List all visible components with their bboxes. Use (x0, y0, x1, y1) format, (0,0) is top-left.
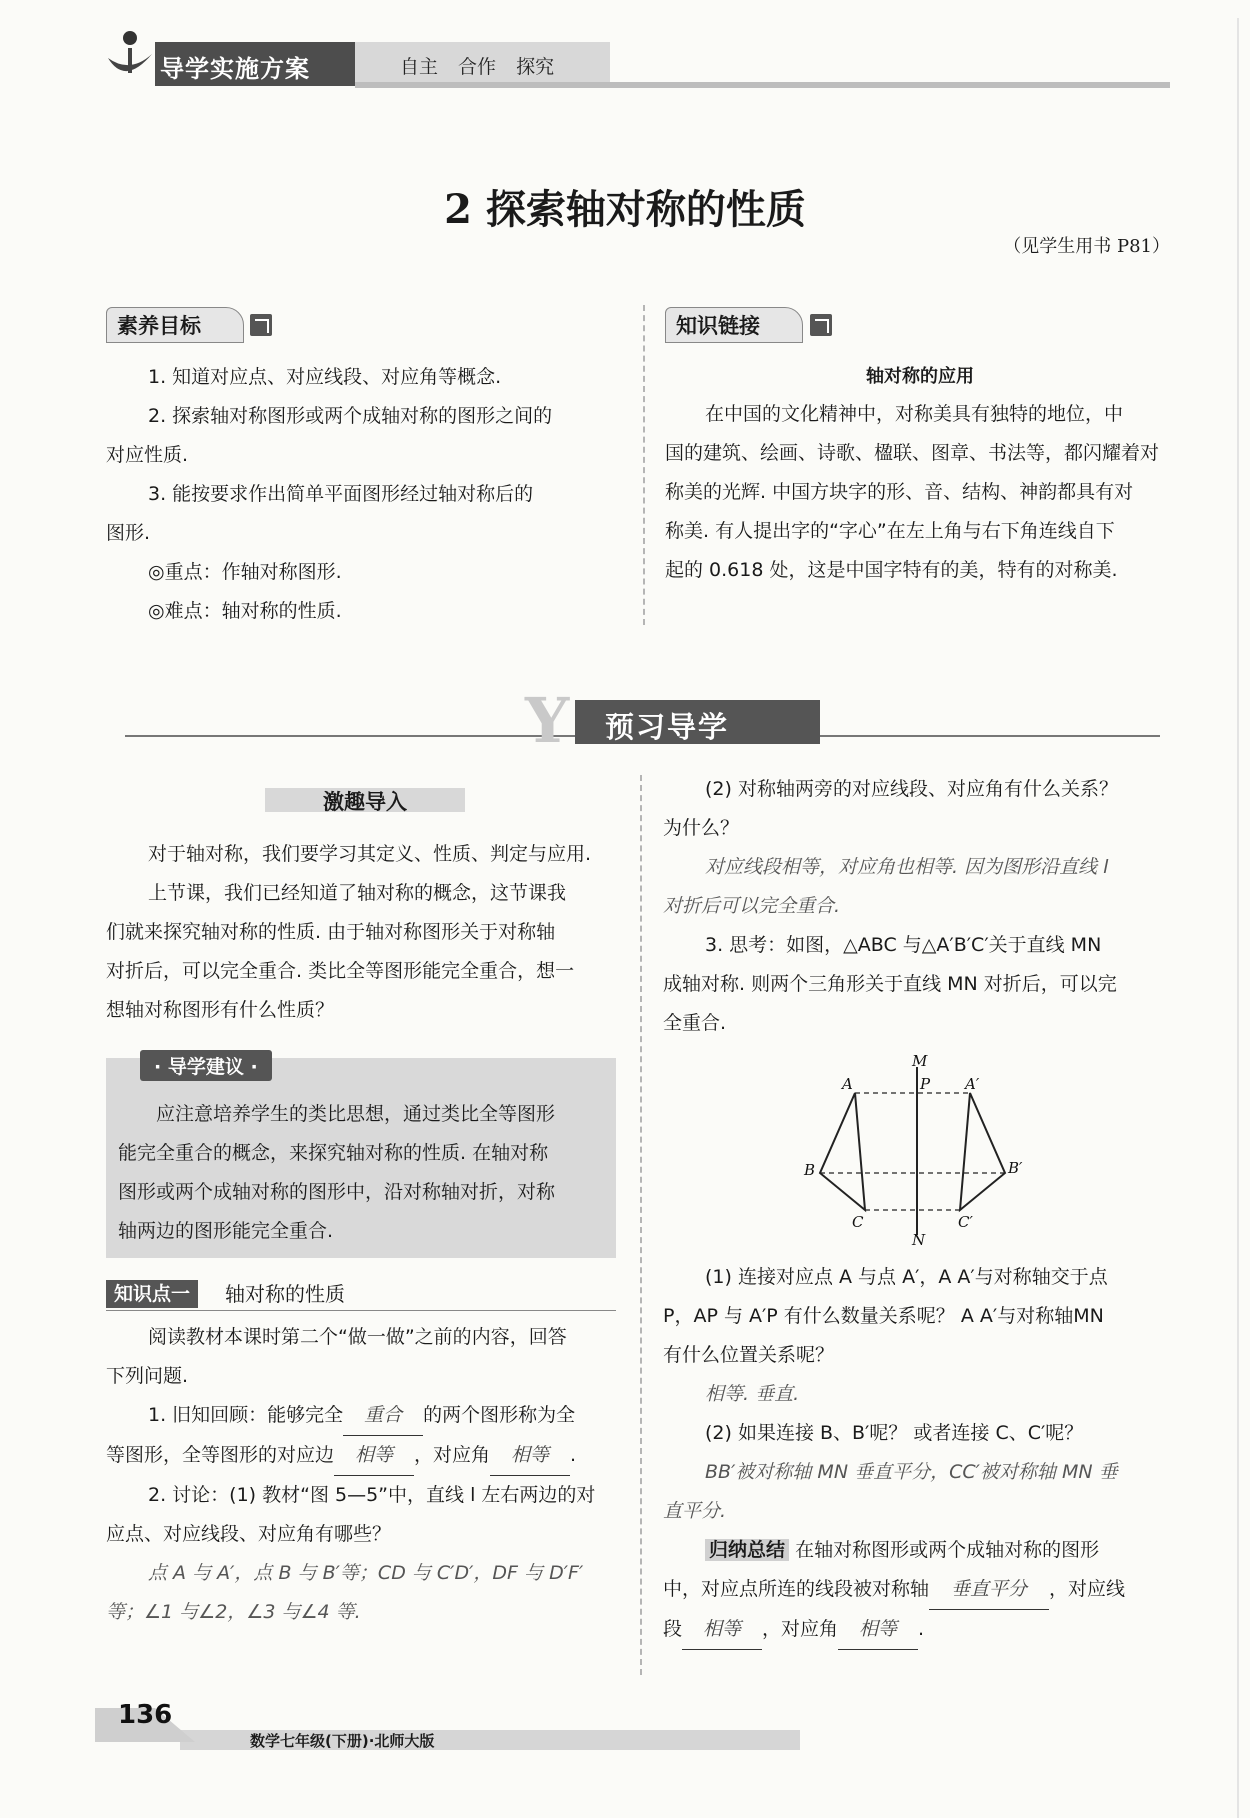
answer-blank: 重合 (343, 1396, 423, 1436)
summary-line: 归纳总结 在轴对称图形或两个成轴对称的图形 (663, 1531, 1183, 1570)
link-line: 国的建筑、绘画、诗歌、楹联、图章、书法等，都闪耀着对 (665, 442, 1160, 464)
answer-blank: 相等 (334, 1436, 414, 1476)
label-p: P (920, 1075, 931, 1093)
question-2b-cont: 为什么？ (663, 817, 740, 839)
question-1: 1. 旧知回顾：能够完全 重合 的两个图形称为全 (106, 1396, 626, 1436)
header-rule (355, 82, 1170, 88)
answer-blank: 垂直平分 (929, 1570, 1049, 1610)
symmetry-figure (800, 1055, 1050, 1245)
answer-text: 直平分. (663, 1500, 727, 1522)
difficult-point: ◎难点：轴对称的性质. (148, 600, 342, 622)
link-subtitle: 轴对称的应用 (866, 366, 974, 387)
triangle-a2b2c2 (960, 1093, 1005, 1210)
answer-text: 等；∠1 与∠2，∠3 与∠4 等. (106, 1601, 361, 1623)
answer-text: 相等. 垂直. (705, 1383, 800, 1405)
answer-blank: 相等 (838, 1610, 918, 1650)
summary-line: 段 相等 ，对应角 相等 . (663, 1610, 1183, 1650)
goal-line: 3. 能按要求作出简单平面图形经过轴对称后的 (148, 483, 534, 505)
column-divider (643, 305, 645, 625)
page-number: 136 (118, 1700, 173, 1730)
read-line: 阅读教材本课时第二个“做一做”之前的内容，回答 (148, 1326, 567, 1348)
column-divider (640, 775, 642, 1675)
label-b: B (804, 1161, 816, 1179)
answer-text: BB′被对称轴 MN 垂直平分，CC′被对称轴 MN 垂 (705, 1461, 1118, 1483)
link-tab: 知识链接 (665, 307, 803, 343)
answer-text: 对应线段相等，对应角也相等. 因为图形沿直线 l (705, 856, 1109, 878)
knowledge-text (106, 1318, 626, 1632)
answer-blank: 相等 (490, 1436, 570, 1476)
answer-text: 对折后可以完全重合. (663, 895, 841, 917)
label-a-prime: A′ (965, 1075, 980, 1093)
book-title: 数学七年级(下册)·北师大版 (250, 1732, 435, 1750)
summary-line: 中，对应点所连的线段被对称轴 垂直平分 ，对应线 (663, 1570, 1183, 1610)
goal-line: 图形. (106, 522, 151, 544)
label-n: N (912, 1231, 926, 1245)
guide-line: 图形或两个成轴对称的图形中，沿对称轴对折，对称 (118, 1181, 556, 1203)
preview-title: 预习导学 (605, 710, 730, 744)
goal-line: 2. 探索轴对称图形或两个成轴对称的图形之间的 (148, 405, 553, 427)
right-text-top (663, 770, 1183, 1043)
question-2-cont: 应点、对应线段、对应角有哪些？ (106, 1523, 392, 1545)
goals-tab: 素养目标 (106, 307, 244, 343)
guide-tag: · 导学建议 · (140, 1050, 272, 1081)
intro-line: 们就来探究轴对称的性质. 由于轴对称图形关于对称轴 (106, 921, 556, 943)
label-c: C (852, 1213, 864, 1231)
intro-title: 激趣导入 (323, 790, 407, 814)
lesson-title: 2 探索轴对称的性质 (444, 186, 806, 233)
goals-list (106, 358, 626, 631)
right-text-bottom (663, 1258, 1183, 1650)
preview-letter: Y (525, 684, 570, 757)
page-edge-line (1237, 18, 1239, 1818)
header-title: 导学实施方案 (160, 55, 310, 83)
guide-line: 能完全重合的概念，来探究轴对称的性质. 在轴对称 (118, 1142, 549, 1164)
intro-line: 上节课，我们已经知道了轴对称的概念，这节课我 (148, 882, 567, 904)
link-line: 称美. 有人提出字的“字心”在左上角与右下角连线自下 (665, 520, 1115, 542)
label-c-prime: C′ (958, 1213, 973, 1231)
read-line: 下列问题. (106, 1365, 189, 1387)
question-3: 3. 思考：如图，△ABC 与△A′B′C′关于直线 MN (705, 934, 1102, 956)
answer-blank: 相等 (682, 1610, 762, 1650)
link-line: 称美的光辉. 中国方块字的形、音、结构、神韵都具有对 (665, 481, 1134, 503)
summary-tag: 归纳总结 (705, 1539, 789, 1561)
knowledge-point-title: 轴对称的性质 (225, 1282, 345, 1306)
intro-line: 想轴对称图形有什么性质？ (106, 999, 335, 1021)
answer-text: 点 A 与 A′，点 B 与 B′等；CD 与 C′D′，DF 与 D′F′ (148, 1562, 584, 1584)
label-a: A (842, 1075, 853, 1093)
question-2: 2. 讨论：(1) 教材“图 5—5”中，直线 l 左右两边的对 (148, 1484, 596, 1506)
question-1-cont: 等图形，全等图形的对应边 相等 ，对应角 相等 . (106, 1436, 626, 1476)
link-line: 在中国的文化精神中，对称美具有独特的地位，中 (705, 403, 1124, 425)
question-3-1: (1) 连接对应点 A 与点 A′，A A′与对称轴交于点 (705, 1266, 1108, 1288)
link-text (665, 395, 1180, 590)
goal-line: 对应性质. (106, 444, 189, 466)
question-3-cont: 成轴对称. 则两个三角形关于直线 MN 对折后，可以完 (663, 973, 1117, 995)
guide-text (118, 1095, 608, 1251)
intro-line: 对于轴对称，我们要学习其定义、性质、判定与应用. (148, 843, 592, 865)
question-3-cont: 全重合. (663, 1012, 727, 1034)
guide-line: 应注意培养学生的类比思想，通过类比全等图形 (156, 1103, 556, 1125)
goal-line: 1. 知道对应点、对应线段、对应角等概念. (148, 366, 502, 388)
question-3-1-cont: 有什么位置关系呢？ (663, 1344, 835, 1366)
label-m: M (912, 1055, 928, 1070)
arrow-icon (810, 314, 832, 336)
label-b-prime: B′ (1008, 1159, 1023, 1177)
key-point: ◎重点：作轴对称图形. (148, 561, 342, 583)
question-2b: (2) 对称轴两旁的对应线段、对应角有什么关系？ (705, 778, 1118, 800)
intro-line: 对折后，可以完全重合. 类比全等图形能完全重合，想一 (106, 960, 575, 982)
question-3-2: (2) 如果连接 B、B′呢？ 或者连接 C、C′呢？ (705, 1422, 1084, 1444)
guide-line: 轴两边的图形能完全重合. (118, 1220, 334, 1242)
intro-text (106, 835, 626, 1030)
logo-icon (100, 28, 158, 88)
knowledge-point-badge: 知识点一 (106, 1280, 198, 1308)
link-line: 起的 0.618 处，这是中国字特有的美，特有的对称美. (665, 559, 1118, 581)
reference-note: （见学生用书 P81） (1003, 236, 1170, 257)
header-tags: 自主 合作 探究 (400, 56, 555, 78)
triangle-abc (820, 1093, 865, 1210)
arrow-icon (250, 314, 272, 336)
question-3-1-cont: P，AP 与 A′P 有什么数量关系呢？ A A′与对称轴MN (663, 1305, 1104, 1327)
